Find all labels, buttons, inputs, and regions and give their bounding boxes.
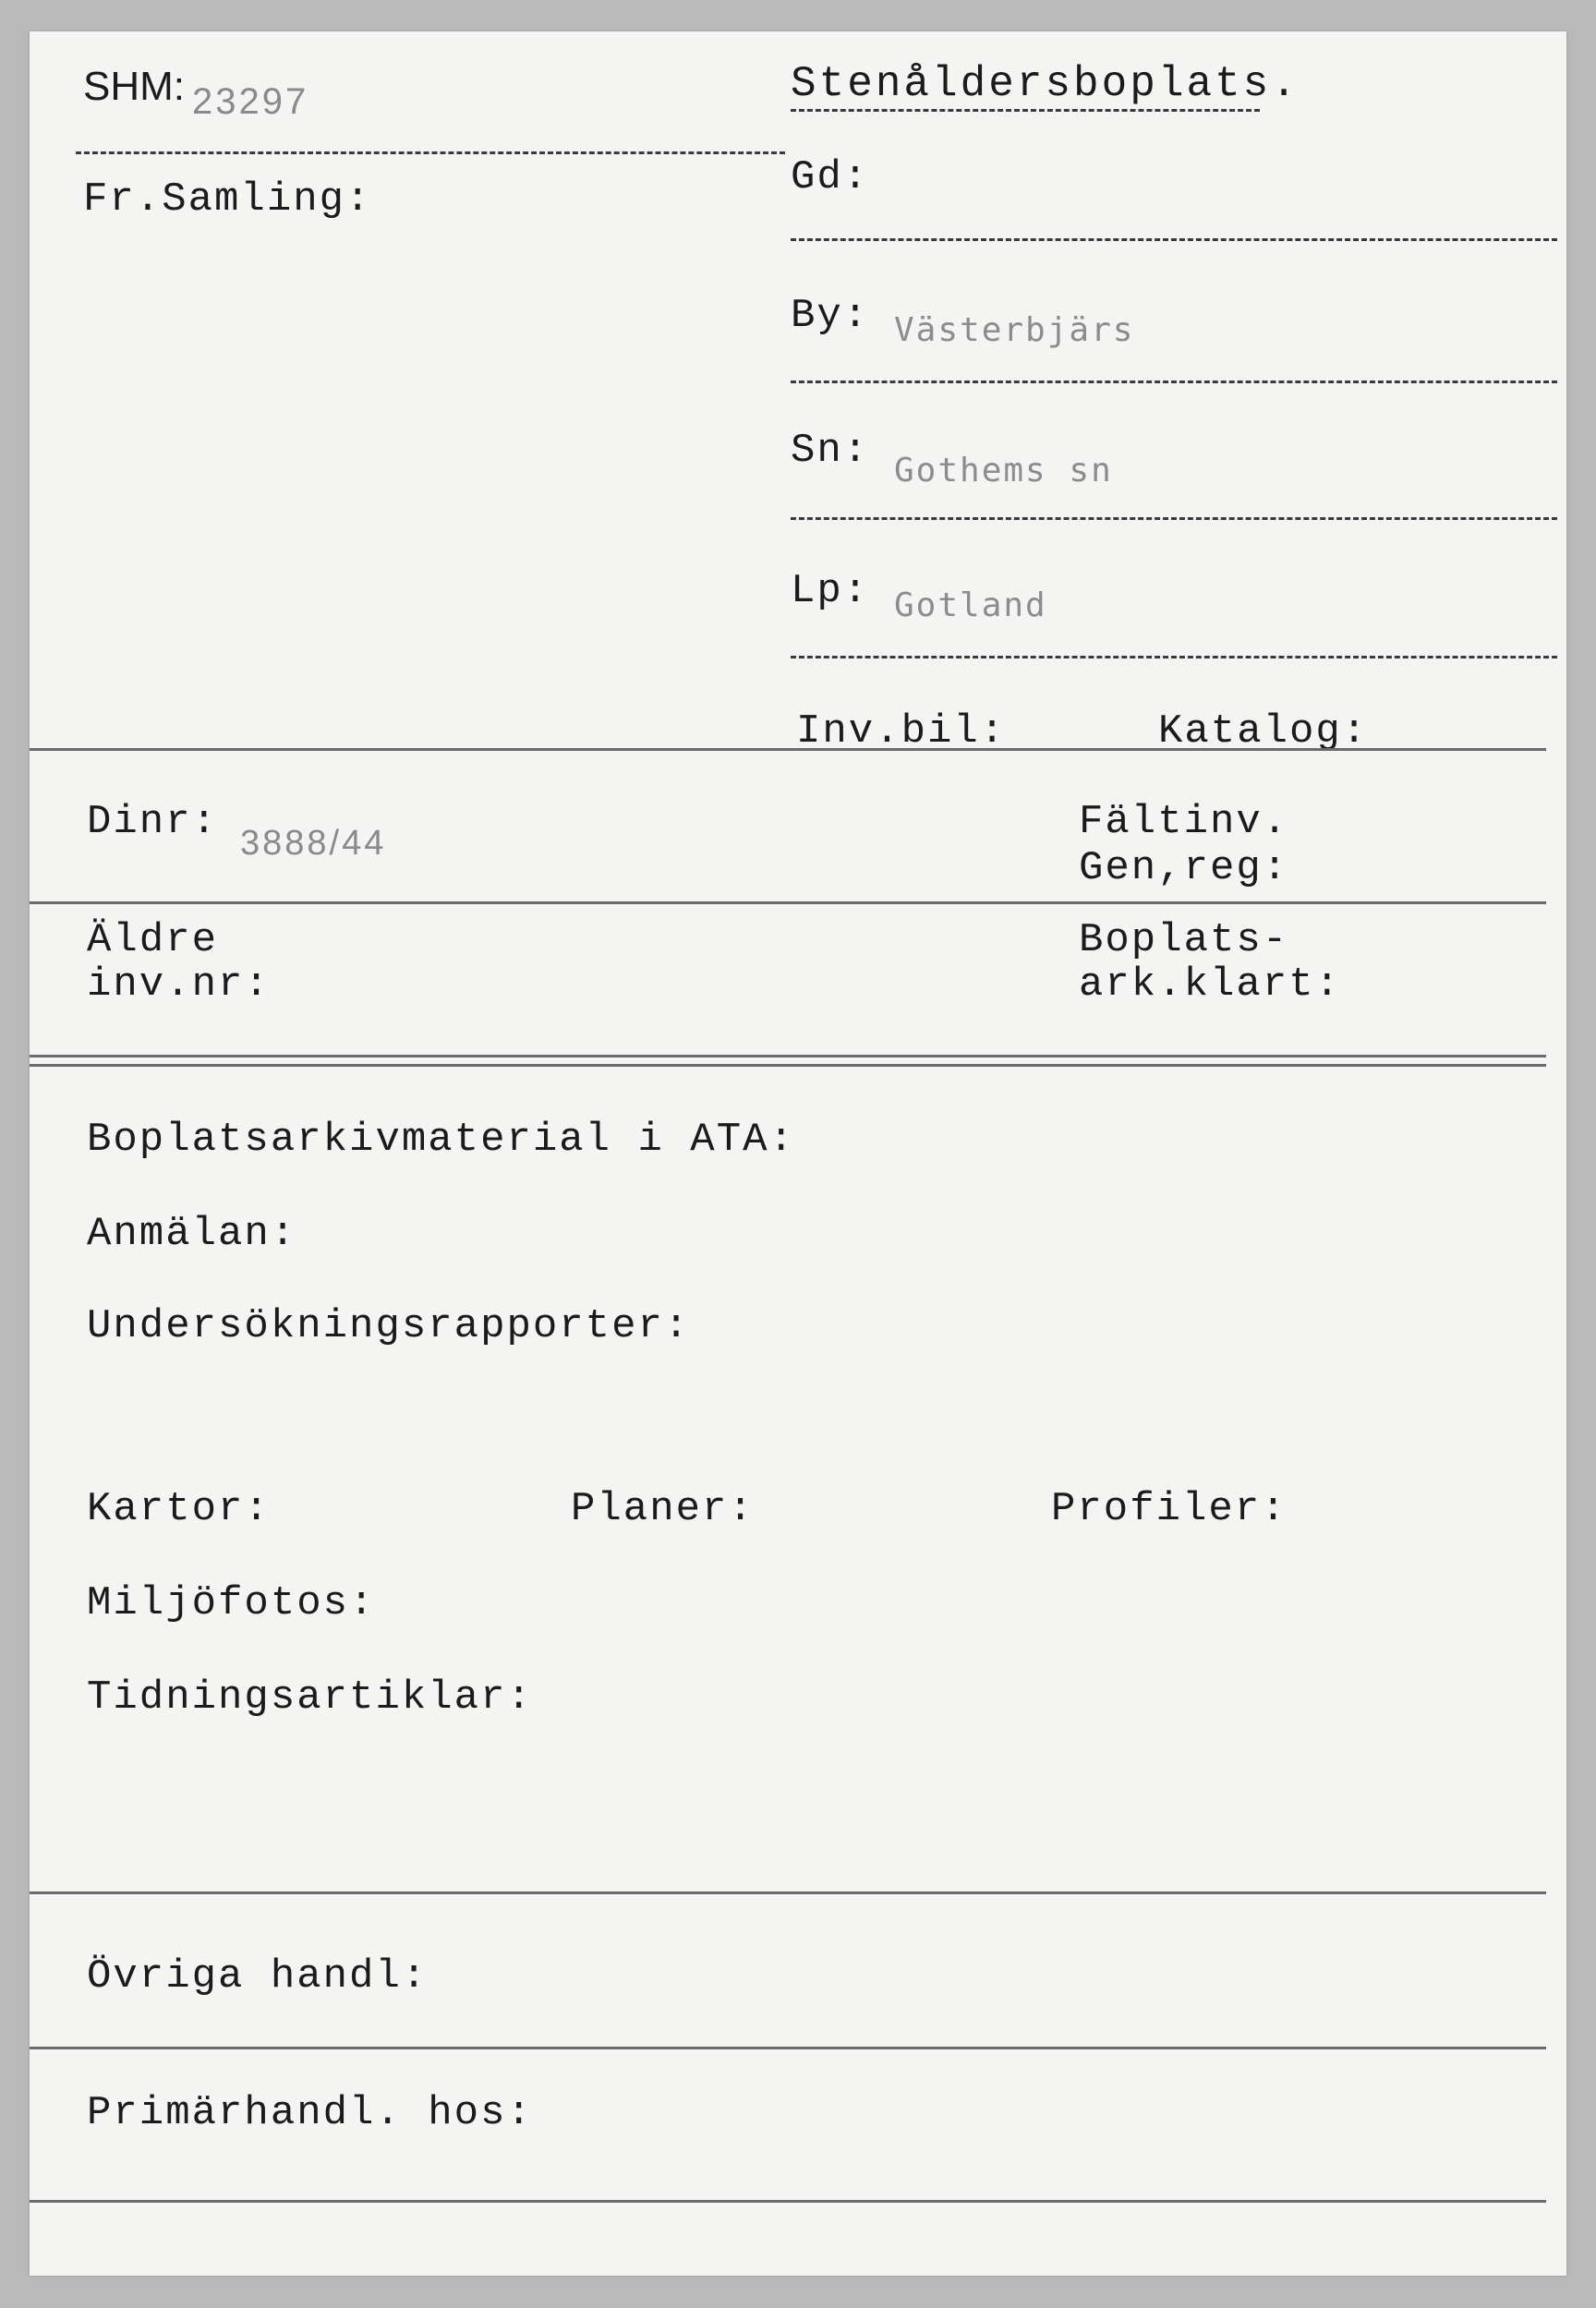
rapporter-label: Undersökningsrapporter: [87, 1303, 691, 1349]
lp-value: Gotland [894, 586, 1047, 624]
by-label: By: [791, 293, 870, 339]
page-title: Stenåldersboplats. [791, 60, 1300, 108]
anmalan-label: Anmälan: [87, 1211, 297, 1257]
kartor-label: Kartor: [87, 1486, 271, 1532]
double-rule-bottom [30, 1064, 1546, 1067]
shm-label: SHM: [83, 64, 185, 109]
aldre-label: Äldre [87, 917, 219, 963]
section-rule-5 [30, 2200, 1546, 2203]
dinr-label: Dinr: [87, 799, 219, 845]
faltinv-label: Fältinv. [1079, 799, 1289, 845]
section-rule-4 [30, 2047, 1546, 2049]
gd-rule [791, 238, 1557, 241]
primar-label: Primärhandl. hos: [87, 2090, 533, 2136]
boplats-label: Boplats- [1079, 917, 1289, 963]
shm-value: 23297 [192, 81, 309, 122]
catalog-card [30, 31, 1566, 2276]
section-rule-1 [30, 748, 1546, 751]
inv-bil-label: Inv.bil: [796, 708, 1007, 755]
double-rule-top [30, 1055, 1546, 1057]
lp-label: Lp: [791, 568, 870, 614]
tidning-label: Tidningsartiklar: [87, 1674, 533, 1721]
shm-rule [76, 151, 785, 154]
invnr-label: inv.nr: [87, 961, 271, 1008]
genreg-label: Gen,reg: [1079, 845, 1289, 891]
gd-label: Gd: [791, 154, 870, 200]
dinr-value: 3888/44 [240, 824, 387, 863]
sn-value: Gothems sn [894, 452, 1113, 489]
ovriga-label: Övriga handl: [87, 1953, 429, 2000]
arkklart-label: ark.klart: [1079, 961, 1342, 1008]
sn-rule [791, 517, 1557, 520]
sn-label: Sn: [791, 428, 870, 474]
fr-samling-label: Fr.Samling: [83, 176, 372, 223]
katalog-label: Katalog: [1158, 708, 1369, 755]
by-rule [791, 381, 1557, 383]
title-underline [791, 109, 1260, 112]
section-rule-2 [30, 901, 1546, 904]
miljofotos-label: Miljöfotos: [87, 1580, 376, 1626]
lp-rule [791, 656, 1557, 659]
ata-label: Boplatsarkivmaterial i ATA: [87, 1117, 795, 1163]
by-value: Västerbjärs [894, 311, 1135, 349]
profiler-label: Profiler: [1051, 1486, 1288, 1532]
section-rule-3 [30, 1891, 1546, 1894]
planer-label: Planer: [571, 1486, 755, 1532]
